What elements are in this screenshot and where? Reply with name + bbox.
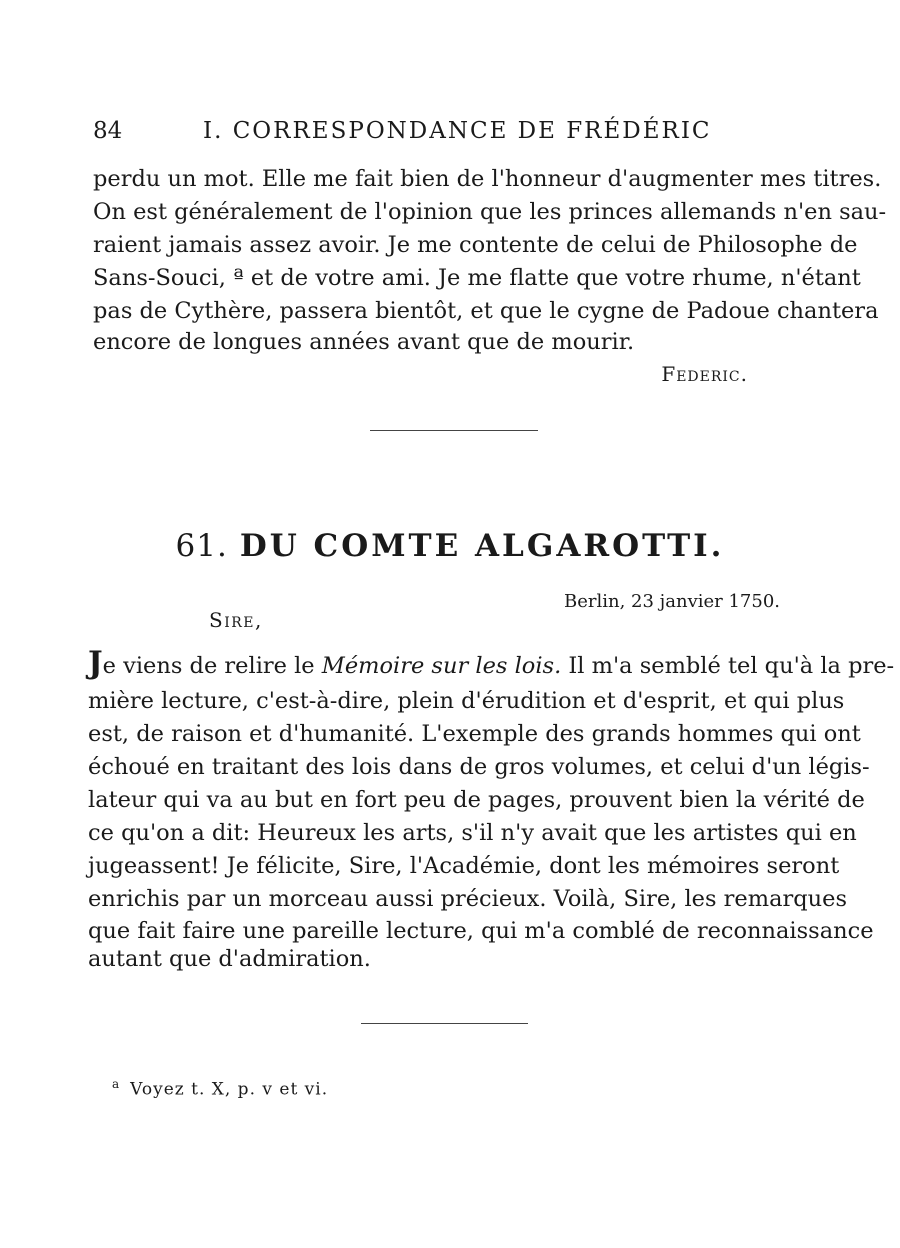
text-line: que fait faire une pareille lecture, qui m'a comblé de reconnaissance <box>88 918 874 944</box>
text-line: lateur qui va au but en fort peu de pages, prouvent bien la vérité de <box>88 787 865 813</box>
running-title: I. CORRESPONDANCE DE FRÉDÉRIC <box>203 118 712 144</box>
text-line: jugeassent! Je félicite, Sire, l'Académie, dont les mémoires seront <box>88 853 840 879</box>
text-line: encore de longues années avant que de mourir. <box>93 329 635 355</box>
text-line: autant que d'admiration. <box>88 946 371 972</box>
footnote-mark: a <box>112 1077 121 1091</box>
running-head <box>93 114 813 150</box>
letter-heading <box>150 528 750 564</box>
dateline: Berlin, 23 janvier 1750. <box>564 591 780 612</box>
emphasis-title: Mémoire sur les lois. <box>321 653 562 679</box>
letter-number: 61. <box>175 528 228 564</box>
text-line: enrichis par un morceau aussi précieux. Voilà, Sire, les remarques <box>88 886 848 912</box>
footnote-text: Voyez t. X, p. v et vi. <box>130 1079 329 1100</box>
text-line: échoué en traitant des lois dans de gros volumes, et celui d'un légis- <box>88 754 870 780</box>
letter-title: DU COMTE ALGAROTTI. <box>239 528 725 564</box>
drop-cap: J <box>88 645 103 681</box>
salutation: Sire, <box>209 608 263 632</box>
first-line-text: e viens de relire le <box>102 653 322 679</box>
text-line: mière lecture, c'est-à-dire, plein d'érudition et d'esprit, et qui plus <box>88 688 845 714</box>
text-line: raient jamais assez avoir. Je me contente de celui de Philosophe de <box>93 232 858 258</box>
text-line: ce qu'on a dit: Heureux les arts, s'il n'y avait que les artistes qui en <box>88 820 857 846</box>
section-divider <box>370 430 538 431</box>
text-line: perdu un mot. Elle me fait bien de l'honneur d'augmenter mes titres. <box>93 166 882 192</box>
first-line-rest: Il m'a semblé tel qu'à la pre- <box>561 653 895 679</box>
first-line <box>88 645 895 681</box>
footnote <box>112 1077 328 1100</box>
signature: Federic. <box>661 362 748 386</box>
text-line: pas de Cythère, passera bientôt, et que le cygne de Padoue chantera <box>93 298 879 324</box>
page-number: 84 <box>93 118 123 144</box>
text-line: est, de raison et d'humanité. L'exemple des grands hommes qui ont <box>88 721 861 747</box>
text-line: Sans-Souci, ª et de votre ami. Je me flatte que votre rhume, n'étant <box>93 265 861 291</box>
section-divider <box>361 1023 528 1024</box>
text-line: On est généralement de l'opinion que les princes allemands n'en sau- <box>93 199 887 225</box>
